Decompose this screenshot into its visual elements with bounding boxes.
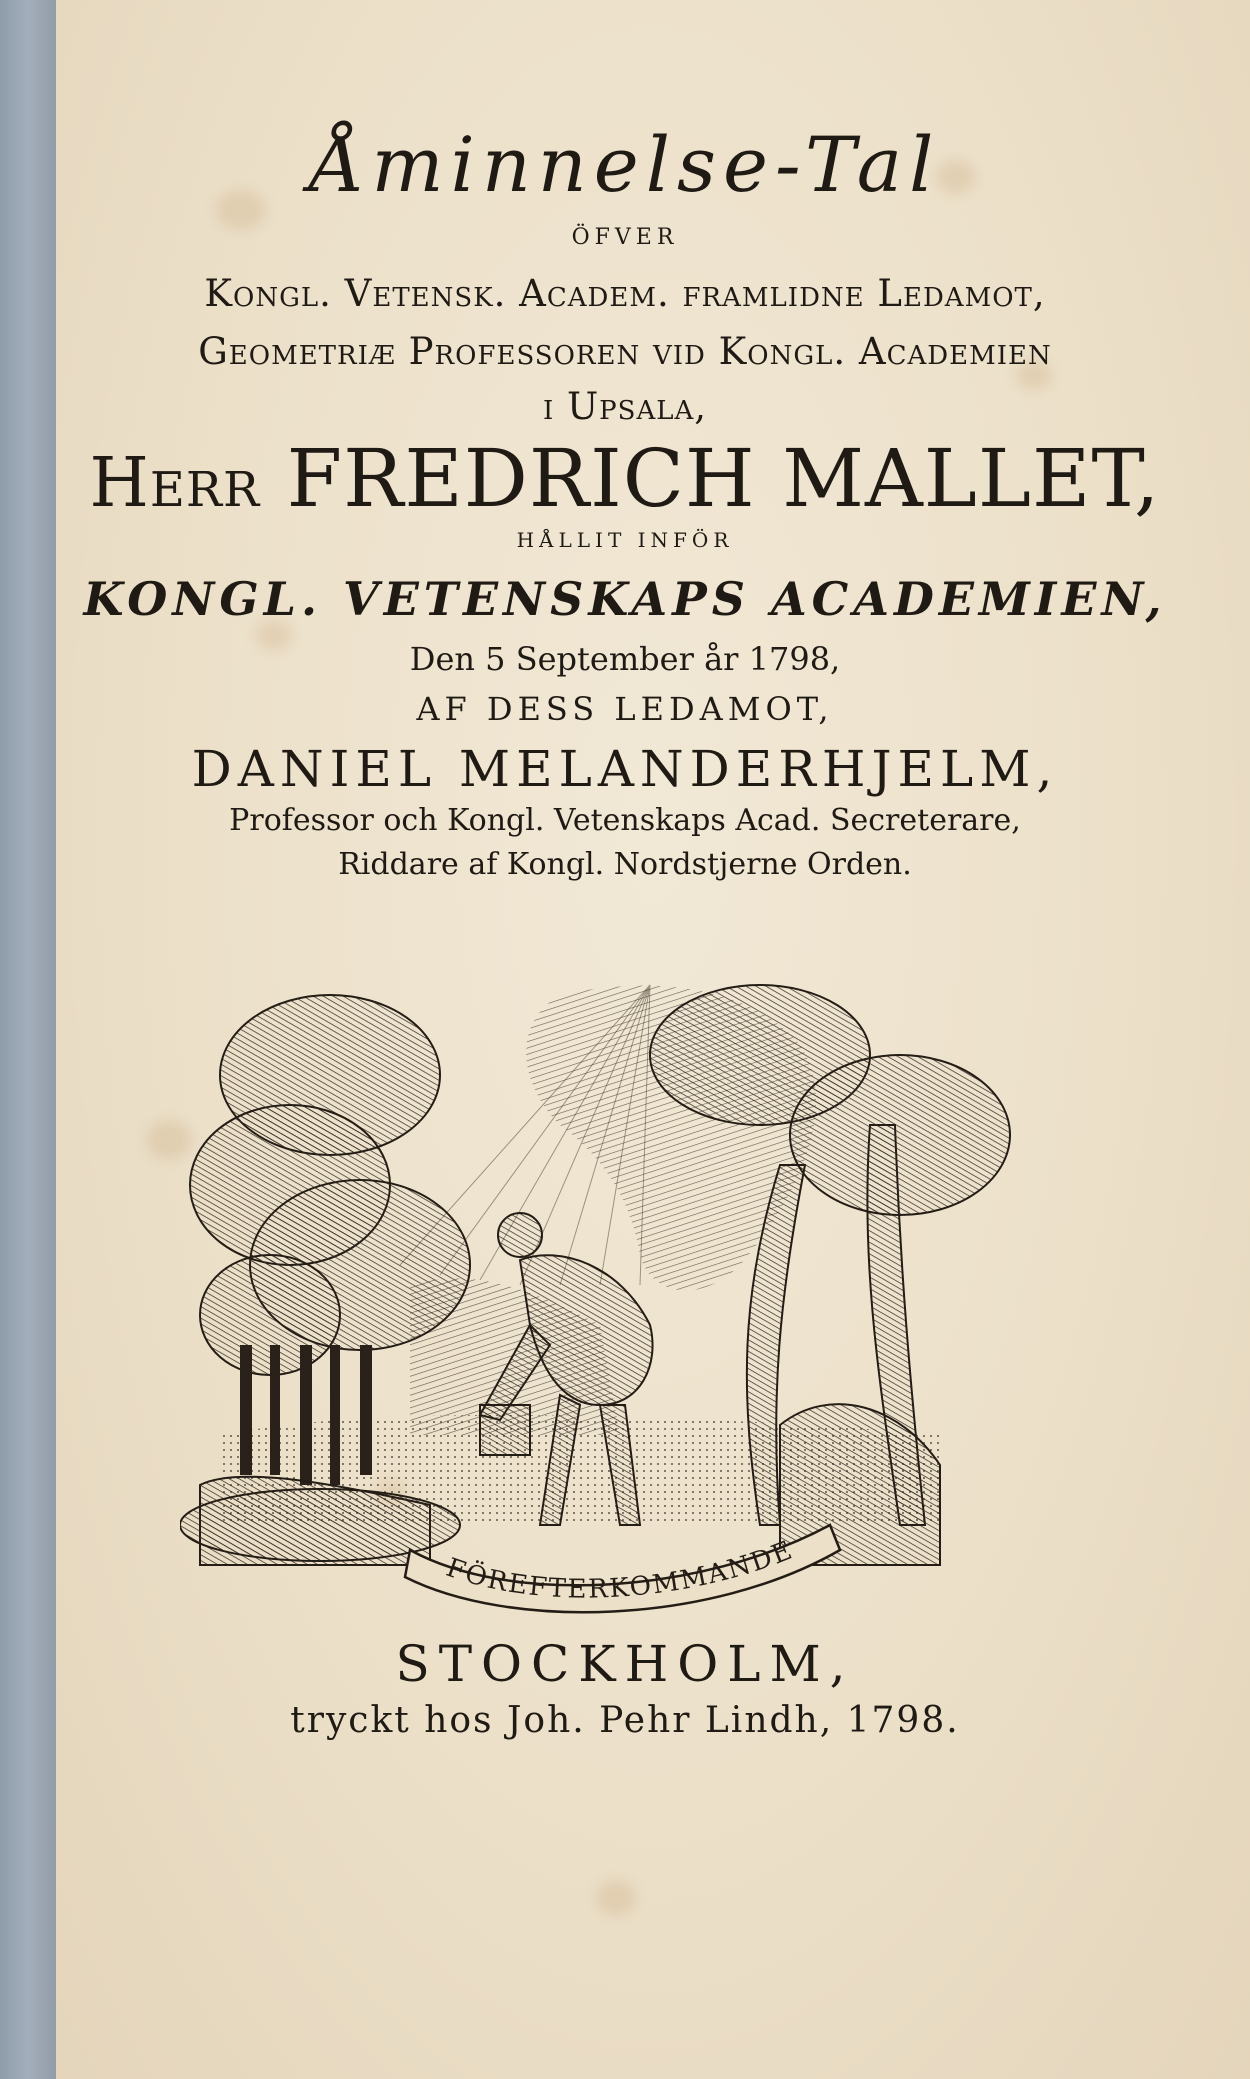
date-line: Den 5 September år 1798,: [409, 640, 841, 678]
subject-place-line: i Upsala,: [542, 385, 708, 428]
imprint-printer: tryckt hos Joh. Pehr Lindh, 1798.: [290, 1700, 960, 1741]
engraving-illustration: [180, 965, 1040, 1620]
imprint-city: STOCKHOLM,: [395, 1635, 855, 1693]
author-name: DANIEL MELANDERHJELM,: [191, 740, 1059, 798]
ofver-line: ÖFVER: [571, 225, 679, 250]
engraving-motto: FÖREFTERKOMMANDE: [442, 1535, 798, 1605]
honorific: Herr: [89, 444, 261, 523]
author-order: Riddare af Kongl. Nordstjerne Orden.: [338, 847, 912, 882]
academy-line: KONGL. VETENSKAPS ACADEMIEN,: [83, 572, 1167, 626]
subject-name-line: [0, 432, 1250, 525]
subject-role-line: Kongl. Vetensk. Academ. framlidne Ledamot,: [204, 272, 1046, 315]
subject-name: FREDRICH MALLET,: [286, 432, 1161, 525]
author-title: Professor och Kongl. Vetenskaps Acad. Secreterare,: [229, 803, 1021, 838]
work-title: Åminnelse-Tal: [309, 120, 941, 209]
af-line: AF DESS LEDAMOT,: [416, 690, 834, 728]
hallit-line: HÅLLIT INFÖR: [516, 528, 734, 552]
subject-professorship-line: Geometriæ Professoren vid Kongl. Academien: [198, 330, 1052, 373]
